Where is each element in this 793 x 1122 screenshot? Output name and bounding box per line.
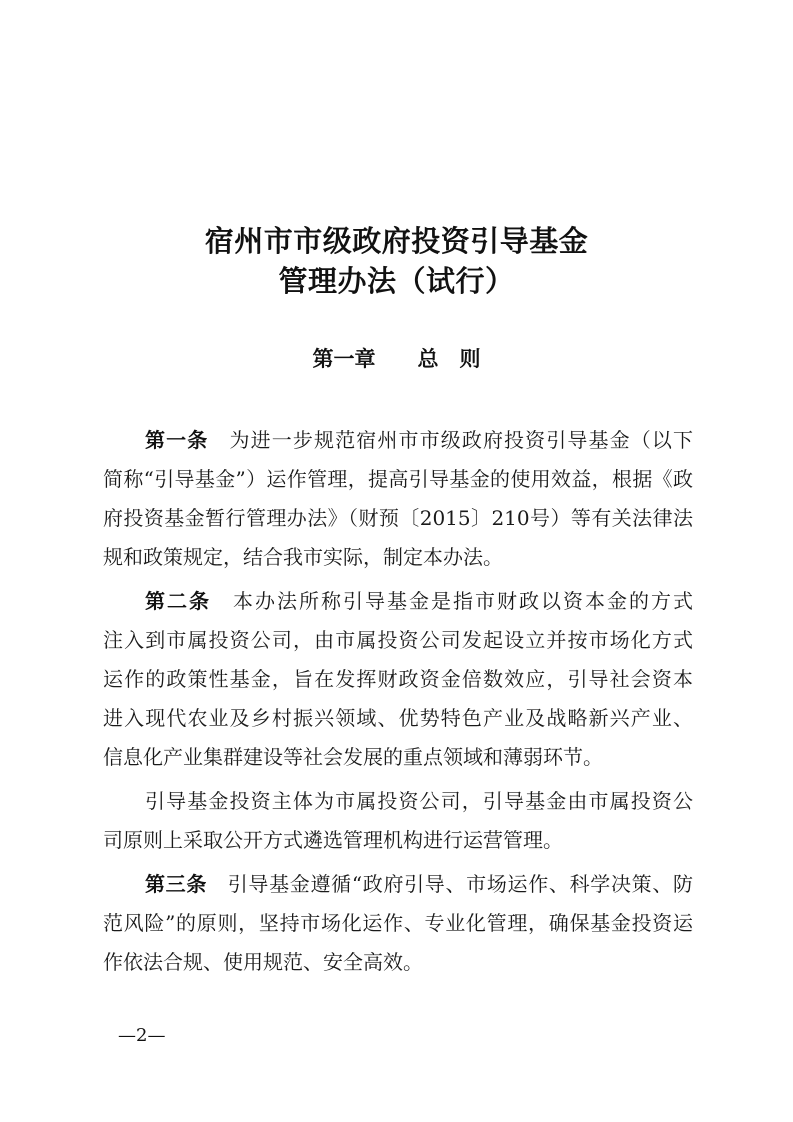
article-1-text: 为进一步规范宿州市市级政府投资引导基金（以下: [229, 428, 694, 452]
article-3-line-2: 范风险”的原则，坚持市场化运作、专业化管理，确保基金投资运: [103, 911, 693, 935]
article-2-line-2: 注入到市属投资公司，由市属投资公司发起设立并按市场化方式: [103, 628, 693, 652]
document-title-line-1: 宿州市市级政府投资引导基金: [204, 224, 589, 258]
article-3-line-1: [145, 871, 693, 897]
article-2-line-1: [145, 588, 693, 614]
paragraph-line-2: 司原则上采取公开方式遴选管理机构进行运营管理。: [103, 828, 563, 852]
article-2-line-5: 信息化产业集群建设等社会发展的重点领域和薄弱环节。: [103, 745, 603, 769]
paragraph-line-1: 引导基金投资主体为市属投资公司，引导基金由市属投资公: [145, 789, 693, 813]
article-2-line-4: 进入现代农业及乡村振兴领域、优势特色产业及战略新兴产业、: [103, 706, 693, 730]
article-1-line-1: [145, 427, 693, 453]
article-3-line-3: 作依法合规、使用规范、安全高效。: [103, 950, 423, 974]
article-2-text: 本办法所称引导基金是指市财政以资本金的方式: [233, 589, 693, 613]
article-3-label: 第三条: [145, 872, 208, 896]
article-2-label: 第二条: [145, 589, 211, 613]
page-number: —2—: [118, 1025, 166, 1046]
document-title-line-2: 管理办法（试行）: [278, 264, 515, 298]
article-1-line-2: 简称“引导基金”）运作管理，提高引导基金的使用效益，根据《政: [103, 467, 693, 491]
article-1-label: 第一条: [145, 428, 209, 452]
article-1-line-4: 规和政策规定，结合我市实际，制定本办法。: [103, 545, 503, 569]
chapter-heading: 第一章 总 则: [312, 347, 481, 371]
article-2-line-3: 运作的政策性基金，旨在发挥财政资金倍数效应，引导社会资本: [103, 667, 693, 691]
article-3-text: 引导基金遵循“政府引导、市场运作、科学决策、防: [227, 872, 694, 896]
article-1-line-3: 府投资基金暂行管理办法》（财预〔2015〕210号）等有关法律法: [103, 506, 693, 530]
